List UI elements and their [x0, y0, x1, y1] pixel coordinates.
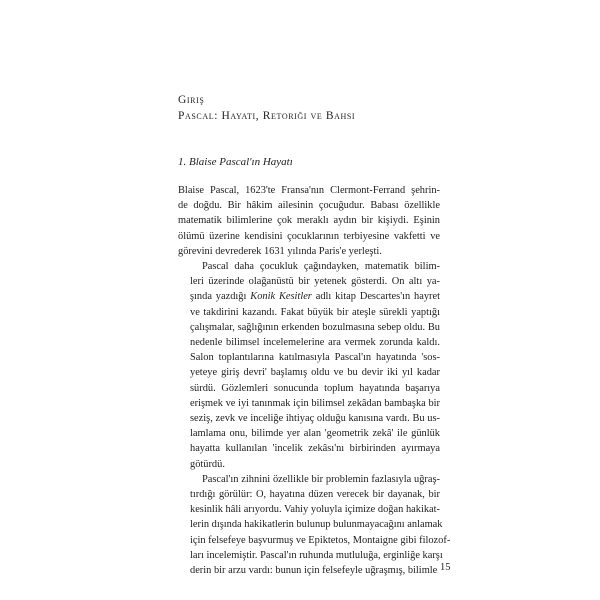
page-number: 15 — [440, 562, 451, 573]
chapter-label: Giriş — [178, 94, 205, 106]
text-line: lerin dışında hakikatlerin bulunup bulunmayacağını anlamak — [190, 519, 443, 531]
text-line: seziş, zevk ve inceliğe ihtiyaç olduğu kanısına vardı. Bu us- — [190, 413, 440, 425]
text-line: hayatta kullanılan 'incelik zekâsı'nı birbirinden ayırmaya — [190, 443, 440, 455]
text-line: nedenle bilimsel incelemelerine ara vermek zorunda kaldı. — [190, 337, 440, 349]
text-line: Pascal'ın zihnini özellikle bir problemin fazlasıyla uğraş- — [202, 473, 440, 485]
section-title: 1. Blaise Pascal'ın Hayatı — [178, 156, 293, 168]
paragraph — [178, 183, 440, 259]
text-line: için felsefeye başvurmuş ve Epiktetos, Montaigne gibi filozof- — [190, 534, 451, 546]
text-line: erişmek ve iyi tanınmak için bilimsel zekâdan bambaşka bir — [190, 397, 440, 409]
text-line: ve takdirini kazandı. Fakat büyük bir ateşle sürekli yaptığı — [190, 306, 440, 318]
text-line: Pascal daha çocukluk çağındayken, matematik bilim- — [202, 261, 440, 273]
text-line: ları incelemiştir. Pascal'ın ruhunda mutluluğa, erginliğe karşı — [190, 549, 443, 561]
text-line: de doğdu. Bir hâkim ailesinin çocuğudur. Babası özellikle — [178, 200, 440, 212]
paragraph — [178, 259, 440, 472]
text-line: leri üzerinde olağanüstü bir yetenek gösterdi. On altı ya- — [190, 276, 440, 288]
text-line: lamlama onu, bilimde yer alan 'geometrik zekâ' ile günlük — [190, 428, 440, 440]
text-line: Salon toplantılarına katılmasıyla Pascal'ın hayatında 'sos- — [190, 352, 440, 364]
text-line: ölümü üzerine kendisini çocuklarının terbiyesine vakfetti ve — [178, 230, 440, 242]
chapter-heading — [178, 92, 355, 124]
italic-book-title: Konik Kesitler — [250, 291, 312, 303]
text-line: çalışmalar, sağlığının erkenden bozulmasına sebep oldu. Bu — [190, 321, 440, 333]
text-line: kesinlik hâli arıyordu. Vahiy yoluyla içimize doğan hakikat- — [190, 504, 440, 516]
text-line: tırdığı görülür: O, hayatına düzen verecek bir dayanak, bir — [190, 489, 440, 501]
text-line: sürdü. Gözlemleri sonucunda toplum hayatında başarıya — [190, 382, 440, 394]
text-line: Blaise Pascal, 1623'te Fransa'nın Clermont-Ferrand şehrin- — [178, 185, 440, 196]
text-line: görevini devrederek 1631 yılında Paris'e yerleşti. — [178, 245, 382, 257]
text-line: matematik bilimlerine çok meraklı aydın bir kişiydi. Eşinin — [178, 215, 440, 227]
text-line: derin bir arzu vardı: bunun için felsefeyle uğraşmış, bilimle — [190, 565, 438, 577]
chapter-title: Pascal: Hayatı, Retoriği ve Bahsi — [178, 110, 356, 122]
text-line: yeteye giriş devri' başlamış oldu ve bu devir iki yıl kadar — [190, 367, 440, 379]
text-line: şında yazdığı Konik Kesitler adlı kitap Descartes'ın hayret — [190, 291, 440, 303]
text-line: götürdü. — [190, 458, 225, 470]
